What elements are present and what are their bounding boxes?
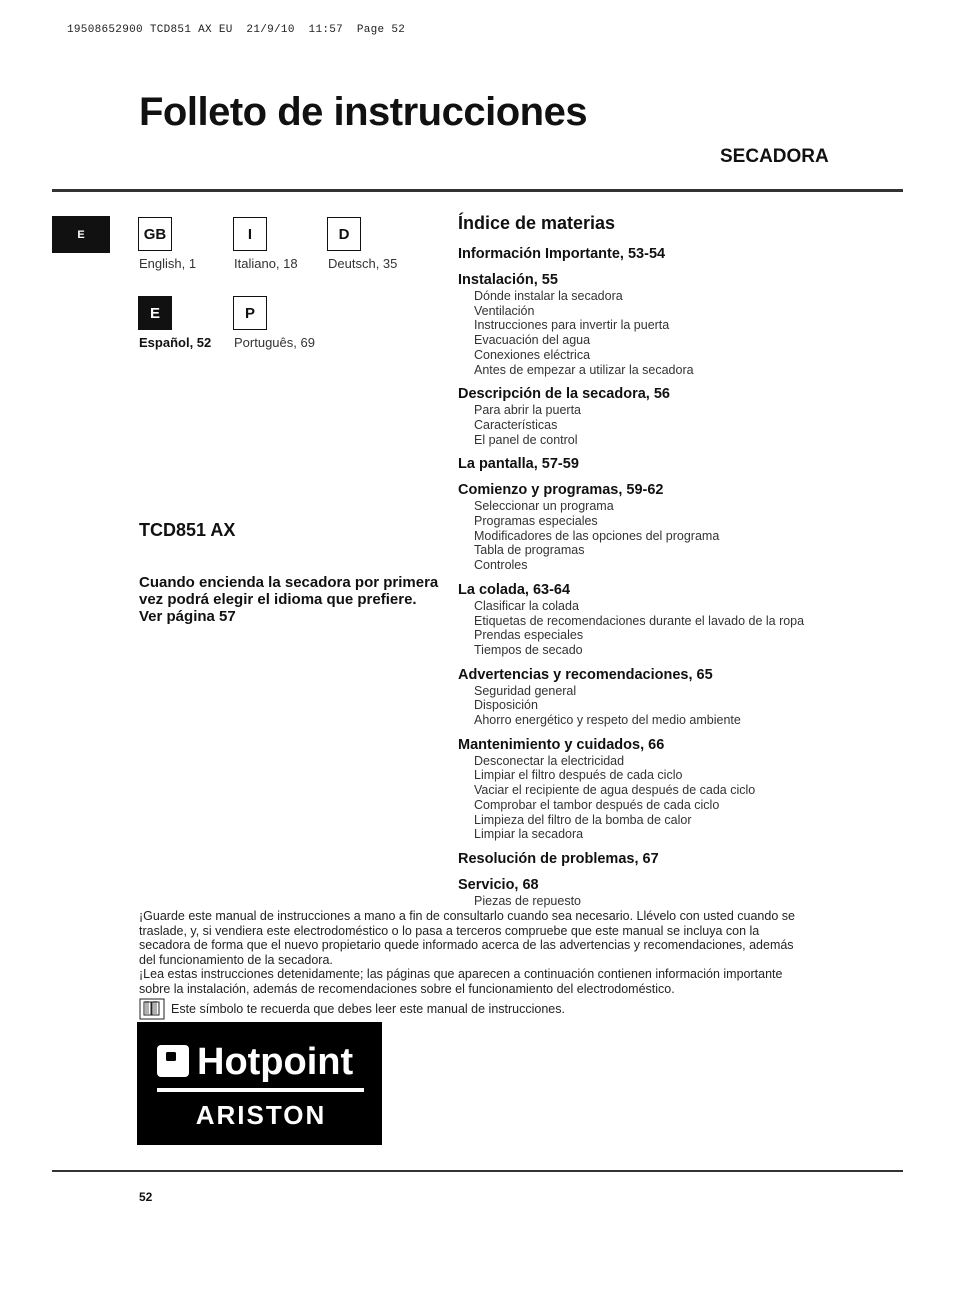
toc-item[interactable]: Instrucciones para invertir la puerta <box>474 318 670 333</box>
toc-section <box>458 737 898 842</box>
logo-brand-bottom: ARISTON <box>195 1100 327 1130</box>
lang-box-d[interactable]: D <box>327 217 361 251</box>
toc-heading[interactable]: Comienzo y programas, 59-62 <box>458 482 664 499</box>
toc-item[interactable]: Vaciar el recipiente de agua después de cada ciclo <box>474 783 756 798</box>
toc-item[interactable]: Limpiar la secadora <box>474 827 584 842</box>
toc-title: Índice de materias <box>458 213 616 233</box>
toc-heading[interactable]: Instalación, 55 <box>458 272 558 288</box>
lang-box-i[interactable]: I <box>233 217 267 251</box>
brand-logo-graphic <box>137 1022 382 1145</box>
toc-section <box>458 667 898 728</box>
toc-item[interactable]: Piezas de repuesto <box>474 893 582 908</box>
symbol-note-text: Este símbolo te recuerda que debes leer este manual de instrucciones. <box>171 1002 565 1016</box>
symbol-note-row <box>139 998 565 1020</box>
toc-heading[interactable]: Descripción de la secadora, 56 <box>458 386 670 403</box>
toc-heading[interactable]: Resolución de problemas, 67 <box>458 850 659 867</box>
toc-item[interactable]: Para abrir la puerta <box>474 403 582 418</box>
toc-item[interactable]: Comprobar el tambor después de cada ciclo <box>474 797 720 812</box>
lang-label-d[interactable]: Deutsch, 35 <box>328 256 398 271</box>
lang-box-e[interactable]: E <box>138 296 172 330</box>
toc-heading[interactable]: Mantenimiento y cuidados, 66 <box>458 736 665 753</box>
read-instructions-paragraph: ¡Lea estas instrucciones detenidamente; las páginas que aparecen a continuación contienen información importante sobre la instalación, además de recomendaciones sobre el funcionamiento del electrodoméstico. <box>139 967 783 996</box>
toc-item[interactable]: Prendas especiales <box>474 628 584 643</box>
toc-item[interactable]: Etiquetas de recomendaciones durante el lavado de la ropa <box>474 613 805 628</box>
page-number: 52 <box>139 1190 153 1204</box>
toc-item[interactable]: Antes de empezar a utilizar la secadora <box>474 362 694 377</box>
toc-section <box>458 482 898 573</box>
toc-item[interactable]: Tabla de programas <box>474 543 585 558</box>
toc-item[interactable]: Características <box>474 417 558 432</box>
lang-label-gb[interactable]: English, 1 <box>139 256 197 271</box>
toc-item[interactable]: Desconectar la electricidad <box>474 753 625 768</box>
toc-section <box>458 877 898 909</box>
language-note: Cuando encienda la secadora por primera vez podrá elegir el idioma que prefiere. Ver página 57 <box>139 574 439 625</box>
toc-item[interactable]: Clasificar la colada <box>474 598 579 613</box>
toc-item[interactable]: Dónde instalar la secadora <box>474 289 623 303</box>
toc-heading[interactable]: Servicio, 68 <box>458 876 539 893</box>
table-of-contents <box>458 213 898 918</box>
top-divider <box>52 189 903 192</box>
toc-heading[interactable]: La colada, 63-64 <box>458 581 571 598</box>
lang-box-gb[interactable]: GB <box>138 217 172 251</box>
toc-section <box>458 246 898 263</box>
toc-item[interactable]: Limpiar el filtro después de cada ciclo <box>474 768 683 783</box>
page-title: Folleto de instrucciones <box>139 90 588 134</box>
print-header: 19508652900 TCD851 AX EU 21/9/10 11:57 Page 52 <box>67 24 406 36</box>
toc-item[interactable]: Disposición <box>474 698 538 713</box>
model-name: TCD851 AX <box>139 520 236 540</box>
toc-heading[interactable]: La pantalla, 57-59 <box>458 456 579 473</box>
toc-item[interactable]: Ahorro energético y respeto del medio ambiente <box>474 713 741 728</box>
toc-item[interactable]: Evacuación del agua <box>474 333 591 348</box>
toc-item[interactable]: Conexiones eléctrica <box>474 347 591 362</box>
toc-item[interactable]: Seguridad general <box>474 683 577 698</box>
lang-label-e[interactable]: Español, 52 <box>139 335 212 350</box>
toc-item[interactable]: Controles <box>474 558 528 573</box>
toc-item[interactable]: Limpieza del filtro de la bomba de calor <box>474 812 692 827</box>
toc-heading[interactable]: Advertencias y recomendaciones, 65 <box>458 666 713 683</box>
logo-brand-top: Hotpoint <box>197 1041 354 1083</box>
manual-book-icon <box>139 998 165 1020</box>
toc-item[interactable]: Programas especiales <box>474 514 598 529</box>
toc-section <box>458 582 898 658</box>
toc-item[interactable]: Tiempos de secado <box>474 642 583 657</box>
toc-item[interactable]: Ventilación <box>474 303 535 318</box>
toc-item[interactable]: El panel de control <box>474 432 578 447</box>
keep-manual-paragraph: ¡Guarde este manual de instrucciones a mano a fin de consultarlo cuando sea necesario. Llévelo con usted cuando se traslade, y, si vendiera este electrodoméstico o lo pasa a terceros compruebe que este manual se incluya con la secadora de forma que el nuevo propietario quede informado acerca de las advertencias y recomendaciones, además del funcionamiento de la secadora. <box>139 909 795 967</box>
language-side-tab: E <box>52 216 110 253</box>
toc-section <box>458 456 898 473</box>
toc-heading[interactable]: Información Importante, 53-54 <box>458 246 666 262</box>
toc-section <box>458 851 898 868</box>
page-subtitle: SECADORA <box>720 146 829 167</box>
toc-item[interactable]: Seleccionar un programa <box>474 499 614 514</box>
intro-paragraphs <box>139 909 799 997</box>
toc-item[interactable]: Modificadores de las opciones del programa <box>474 528 720 543</box>
hotpoint-ariston-logo <box>137 1022 382 1145</box>
toc-section <box>458 386 898 447</box>
lang-box-p[interactable]: P <box>233 296 267 330</box>
lang-label-i[interactable]: Italiano, 18 <box>234 256 298 271</box>
lang-label-p[interactable]: Português, 69 <box>234 335 315 350</box>
bottom-divider <box>52 1170 903 1172</box>
toc-section <box>458 272 898 377</box>
